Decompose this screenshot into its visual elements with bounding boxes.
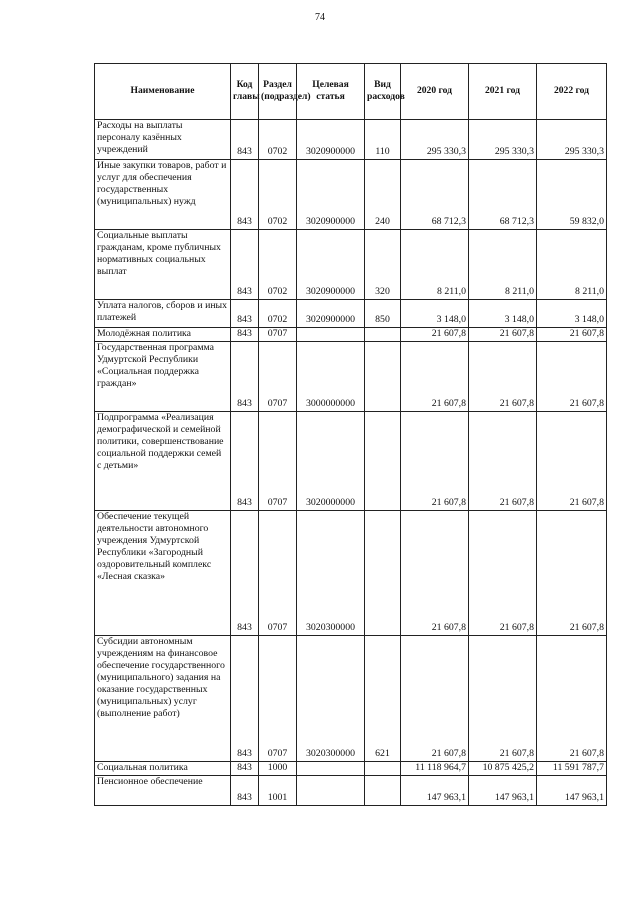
row-2022: 295 330,3 (537, 120, 607, 160)
row-code: 843 (231, 120, 259, 160)
row-2020: 11 118 964,7 (401, 762, 469, 776)
row-code: 843 (231, 511, 259, 636)
row-section: 0702 (259, 230, 297, 300)
row-2022: 147 963,1 (537, 776, 607, 806)
row-2021: 147 963,1 (469, 776, 537, 806)
header-code: Код главы (231, 64, 259, 120)
row-2022: 11 591 787,7 (537, 762, 607, 776)
row-type: 320 (365, 230, 401, 300)
row-name: Молодёжная политика (95, 328, 231, 342)
row-2021: 68 712,3 (469, 160, 537, 230)
row-2022: 21 607,8 (537, 412, 607, 511)
row-name: Расходы на выплаты персоналу казённых учреждений (95, 120, 231, 160)
row-section: 0702 (259, 160, 297, 230)
row-type (365, 328, 401, 342)
row-code: 843 (231, 776, 259, 806)
header-row (95, 64, 607, 120)
row-type: 240 (365, 160, 401, 230)
budget-table (94, 63, 607, 806)
row-section: 0702 (259, 300, 297, 328)
row-code: 843 (231, 230, 259, 300)
header-target: Целевая статья (297, 64, 365, 120)
row-2020: 3 148,0 (401, 300, 469, 328)
header-section: Раздел (подраздел) (259, 64, 297, 120)
table-row (95, 511, 607, 636)
row-type (365, 511, 401, 636)
row-section: 0707 (259, 511, 297, 636)
table-row (95, 328, 607, 342)
row-type: 621 (365, 636, 401, 762)
row-2020: 147 963,1 (401, 776, 469, 806)
row-code: 843 (231, 762, 259, 776)
table-row (95, 300, 607, 328)
row-name: Уплата налогов, сборов и иных платежей (95, 300, 231, 328)
row-2021: 3 148,0 (469, 300, 537, 328)
row-name: Пенсионное обеспечение (95, 776, 231, 806)
row-section: 1001 (259, 776, 297, 806)
row-code: 843 (231, 300, 259, 328)
row-target: 3020900000 (297, 120, 365, 160)
row-code: 843 (231, 636, 259, 762)
row-name: Иные закупки товаров, работ и услуг для обеспечения государственных (муниципальных) нужд (95, 160, 231, 230)
row-type (365, 412, 401, 511)
row-section: 0702 (259, 120, 297, 160)
row-2022: 21 607,8 (537, 636, 607, 762)
row-code: 843 (231, 342, 259, 412)
row-section: 0707 (259, 342, 297, 412)
row-target: 3020900000 (297, 300, 365, 328)
row-type (365, 342, 401, 412)
row-2020: 8 211,0 (401, 230, 469, 300)
row-2021: 21 607,8 (469, 636, 537, 762)
table-row (95, 762, 607, 776)
row-2020: 295 330,3 (401, 120, 469, 160)
row-2021: 21 607,8 (469, 511, 537, 636)
row-2020: 21 607,8 (401, 412, 469, 511)
row-target: 3020900000 (297, 160, 365, 230)
header-expense-type: Вид расходов (365, 64, 401, 120)
row-2021: 8 211,0 (469, 230, 537, 300)
row-section: 0707 (259, 636, 297, 762)
row-2022: 59 832,0 (537, 160, 607, 230)
table-row (95, 160, 607, 230)
row-2021: 295 330,3 (469, 120, 537, 160)
table-row (95, 412, 607, 511)
row-2021: 10 875 425,2 (469, 762, 537, 776)
row-target: 3020300000 (297, 636, 365, 762)
row-code: 843 (231, 412, 259, 511)
row-type: 110 (365, 120, 401, 160)
row-type: 850 (365, 300, 401, 328)
row-code: 843 (231, 160, 259, 230)
table-row (95, 342, 607, 412)
row-2022: 21 607,8 (537, 511, 607, 636)
table-row (95, 120, 607, 160)
row-target: 3020300000 (297, 511, 365, 636)
row-2022: 8 211,0 (537, 230, 607, 300)
row-2021: 21 607,8 (469, 412, 537, 511)
header-2020: 2020 год (401, 64, 469, 120)
row-2020: 21 607,8 (401, 328, 469, 342)
row-type (365, 762, 401, 776)
row-target (297, 776, 365, 806)
row-code: 843 (231, 328, 259, 342)
row-2021: 21 607,8 (469, 342, 537, 412)
row-section: 1000 (259, 762, 297, 776)
row-target (297, 328, 365, 342)
row-name: Государственная программа Удмуртской Республики «Социальная поддержка граждан» (95, 342, 231, 412)
header-2021: 2021 год (469, 64, 537, 120)
row-target (297, 762, 365, 776)
row-2020: 21 607,8 (401, 342, 469, 412)
row-target: 3000000000 (297, 342, 365, 412)
row-section: 0707 (259, 412, 297, 511)
row-name: Субсидии автономным учреждениям на финансовое обеспечение государственного (муниципального) задания на оказание государственных (муниципальных) услуг (выполнение работ) (95, 636, 231, 762)
row-2021: 21 607,8 (469, 328, 537, 342)
row-2022: 3 148,0 (537, 300, 607, 328)
row-target: 3020900000 (297, 230, 365, 300)
table-row (95, 230, 607, 300)
page-number: 74 (315, 12, 325, 23)
header-name: Наименование (95, 64, 231, 120)
row-2020: 21 607,8 (401, 636, 469, 762)
row-name: Социальные выплаты гражданам, кроме публичных нормативных социальных выплат (95, 230, 231, 300)
row-type (365, 776, 401, 806)
table-row (95, 776, 607, 806)
row-section: 0707 (259, 328, 297, 342)
row-2020: 21 607,8 (401, 511, 469, 636)
row-2022: 21 607,8 (537, 328, 607, 342)
header-2022: 2022 год (537, 64, 607, 120)
row-name: Социальная политика (95, 762, 231, 776)
row-2020: 68 712,3 (401, 160, 469, 230)
row-name: Подпрограмма «Реализация демографической и семейной политики, совершенствование социальной поддержки семей с детьми» (95, 412, 231, 511)
row-2022: 21 607,8 (537, 342, 607, 412)
table-row (95, 636, 607, 762)
row-target: 3020000000 (297, 412, 365, 511)
row-name: Обеспечение текущей деятельности автономного учреждения Удмуртской Республики «Загородный оздоровительный комплекс «Лесная сказка» (95, 511, 231, 636)
